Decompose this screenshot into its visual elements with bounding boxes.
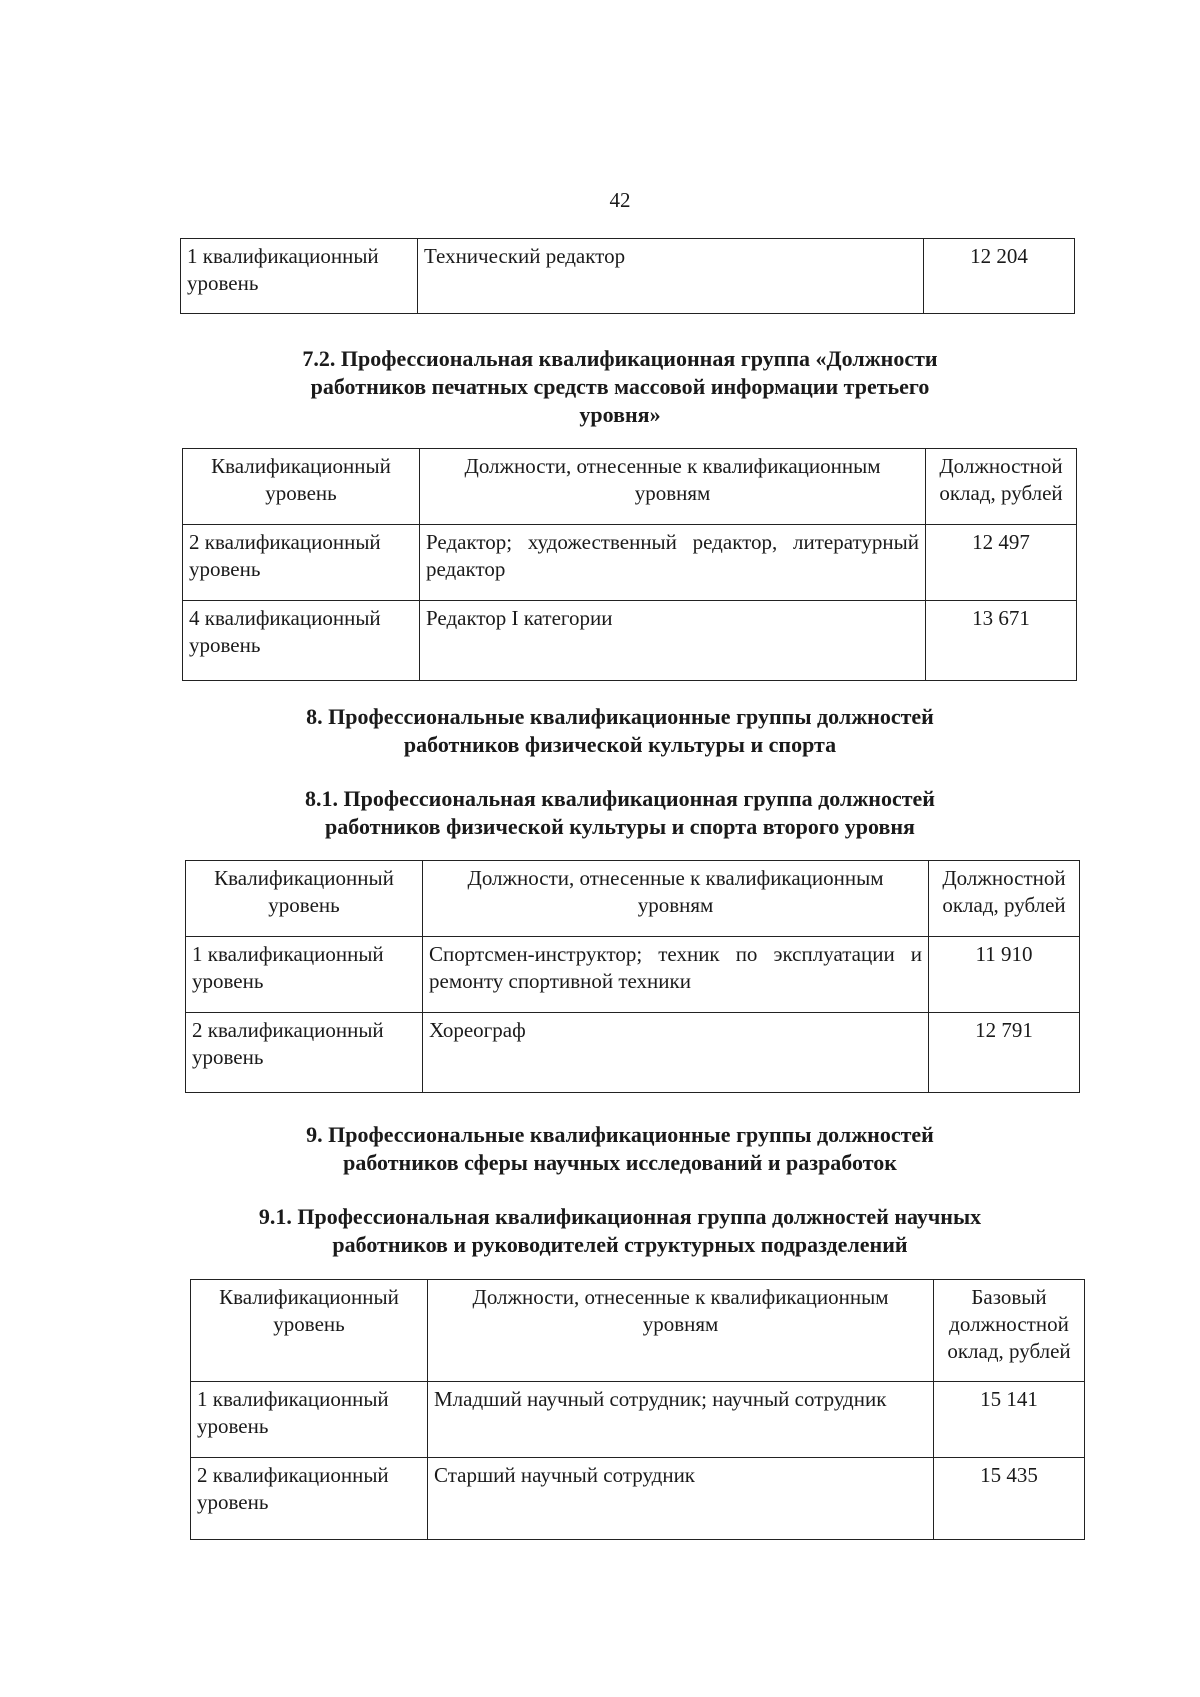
section-title-9: 9. Профессиональные квалификационные группы должностей работников сферы научных исследований и разработок [306, 1122, 934, 1175]
level-cell: 2 квалификационный уровень [191, 1458, 428, 1540]
header-positions: Должности, отнесенные к квалификационным уровням [423, 861, 929, 937]
table-section-9-1 [190, 1279, 1085, 1540]
salary-cell: 15 141 [934, 1382, 1085, 1458]
table-row [181, 239, 1075, 314]
level-cell: 1 квалификационный уровень [181, 239, 418, 314]
positions-cell: Спортсмен-инструктор; техник по эксплуатации и ремонту спортивной техники [423, 937, 929, 1013]
level-cell: 1 квалификационный уровень [186, 937, 423, 1013]
table-row [191, 1382, 1085, 1458]
level-cell: 4 квалификационный уровень [183, 601, 420, 681]
table-row [186, 1013, 1080, 1093]
table-row [186, 937, 1080, 1013]
header-salary: Должностной оклад, рублей [929, 861, 1080, 937]
positions-cell: Редактор; художественный редактор, литературный редактор [420, 525, 926, 601]
header-positions: Должности, отнесенные к квалификационным уровням [420, 449, 926, 525]
level-cell: 1 квалификационный уровень [191, 1382, 428, 1458]
page-number: 42 [609, 188, 631, 212]
header-level: Квалификационный уровень [191, 1280, 428, 1382]
header-salary: Должностной оклад, рублей [926, 449, 1077, 525]
table-section-8-1 [185, 860, 1080, 1093]
section-title-7-2: 7.2. Профессиональная квалификационная группа «Должности работников печатных средств массовой информации третьего уровня» [302, 346, 938, 427]
table-header-row [186, 861, 1080, 937]
section-title-8: 8. Профессиональные квалификационные группы должностей работников физической культуры и спорта [306, 704, 934, 757]
table-row [191, 1458, 1085, 1540]
table-row [183, 525, 1077, 601]
level-cell: 2 квалификационный уровень [183, 525, 420, 601]
positions-cell: Старший научный сотрудник [428, 1458, 934, 1540]
positions-cell: Редактор I категории [420, 601, 926, 681]
salary-cell: 12 791 [929, 1013, 1080, 1093]
header-salary-base: Базовый должностной оклад, рублей [934, 1280, 1085, 1382]
header-level: Квалификационный уровень [183, 449, 420, 525]
salary-cell: 12 497 [926, 525, 1077, 601]
positions-cell: Технический редактор [418, 239, 924, 314]
positions-cell: Хореограф [423, 1013, 929, 1093]
positions-cell: Младший научный сотрудник; научный сотрудник [428, 1382, 934, 1458]
section-title-8-1: 8.1. Профессиональная квалификационная группа должностей работников физической культуры и спорта второго уровня [305, 786, 935, 839]
level-cell: 2 квалификационный уровень [186, 1013, 423, 1093]
salary-cell: 15 435 [934, 1458, 1085, 1540]
table-header-row [183, 449, 1077, 525]
table-row [183, 601, 1077, 681]
header-level: Квалификационный уровень [186, 861, 423, 937]
salary-cell: 11 910 [929, 937, 1080, 1013]
salary-cell: 13 671 [926, 601, 1077, 681]
header-positions: Должности, отнесенные к квалификационным уровням [428, 1280, 934, 1382]
table-header-row [191, 1280, 1085, 1382]
table-section-7-2 [182, 448, 1077, 681]
section-title-9-1: 9.1. Профессиональная квалификационная группа должностей научных работников и руководителей структурных подразделений [258, 1204, 982, 1257]
salary-cell: 12 204 [924, 239, 1075, 314]
table-continuation [180, 238, 1075, 314]
